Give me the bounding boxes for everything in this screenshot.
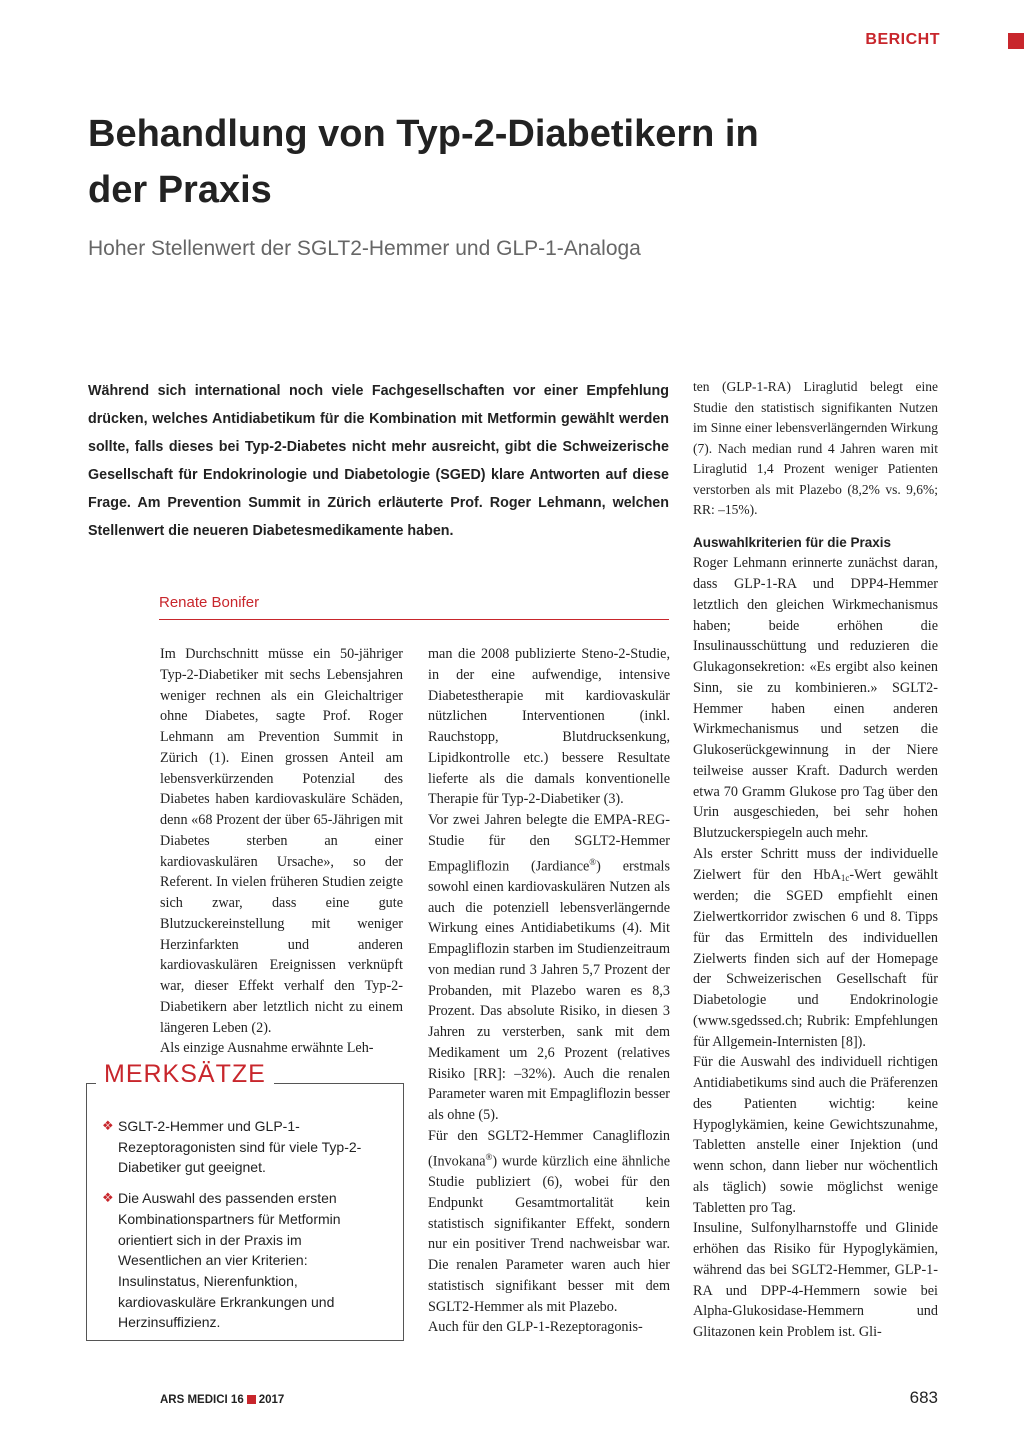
key-point-item — [102, 1188, 384, 1333]
section-marker-square — [1008, 33, 1024, 49]
key-point-text: Die Auswahl des passenden ersten Kombinationspartners für Metformin orientiert sich in der Praxis im Wesentlichen an vier Kriterien: Insulinstatus, Nierenfunktion, kardiovaskuläre Erkrankungen und Herzinsuffizienz. — [118, 1190, 341, 1331]
paragraph: Für die Auswahl des individuell richtigen Antidiabetikums sind auch die Präferenzen des Patienten wichtig: keine Hypoglykämien, keine Gewichtszunahme, Tabletten anstelle einer Injektion (und wenn schon, dann lieber nur wöchentlich als täglich) sowie möglichst wenige Tabletten pro Tag. — [693, 1054, 938, 1216]
paragraph — [428, 810, 670, 1126]
paragraph — [428, 1126, 670, 1317]
text-run: Als erster Schritt muss der individuelle Zielwert für den HbA — [693, 845, 938, 883]
paragraph: Im Durchschnitt müsse ein 50-jähriger Typ-2-Diabetiker mit sechs Lebensjahren weniger rechnen als ein Gleichaltriger ohne Diabetes, sagte Prof. Roger Lehmann am Prevention Summit in Zürich (1). Einen grossen Anteil am lebensverkürzenden Potenzial des Diabetes haben kardiovaskuläre Schäden, denn «68 Prozent der über 65-Jährigen mit Diabetes sterben an einer kardiovaskulären Ursache», so der Referent. In vielen früheren Studien zeigte sich zwar, dass eine gute Blutzuckereinstellung mit weniger Herzinfarkten und anderen kardiovaskulären Ereignissen verknüpft war, dieser Effekt verhalf den Typ-2-Diabetikern aber letztlich nicht zu einem längeren Leben (2). — [160, 646, 403, 1036]
body-column-2 — [428, 644, 670, 1350]
text-run: ) erstmals sowohl einen kardiovaskulären Nutzen als auch die potenziell lebensverlängernde Wirkung eines Antidiabetikums (4). Mit Empagliflozin starben im Studienzeitraum von median rund 3 Jahren 5,7 Prozent der Probanden, mit Plazebo waren es 8,3 Prozent. Das absolute Risiko, in diesen 3 Jahren zu versterben, sank mit dem Medikament um 2,6 Prozent (relatives Risiko [RR]: –32%). Auch die renalen Parameter waren mit Empagliflozin besser als ohne (5). — [428, 858, 670, 1124]
key-point-item — [102, 1116, 384, 1178]
article-subtitle: Hoher Stellenwert der SGLT2-Hemmer und GLP-1-Analoga — [88, 237, 641, 260]
paragraph — [693, 844, 938, 1053]
journal-name: ARS MEDICI 16 — [160, 1394, 244, 1406]
text-run: -Wert gewählt werden; die SGED empfiehlt einen Zielwertkorridor zwischen 6 und 8. Tipps für das Ermitteln des individuellen Zielwerts finden sich auf der Homepage der Schweizerischen Gesellschaft für Diabetologie und Endokrinologie (www.sgedssed.ch; Rubrik: Empfehlungen für Allgemein-Internisten [8]). — [693, 866, 939, 1050]
footer-separator-square — [247, 1395, 256, 1404]
registered-mark: ® — [589, 856, 597, 867]
diamond-bullet-icon: ❖ — [102, 1190, 114, 1206]
paragraph: Insuline, Sulfonylharnstoffe und Glinide erhöhen das Risiko für Hypoglykämien, während das bei SGLT2-Hemmer, GLP-1-RA und DPP-4-Hemmern sowie bei Alpha-Glukosidase-Hemmern und Glitazonen kein Problem ist. Gli- — [693, 1220, 938, 1340]
key-points-title: MERKSÄTZE — [96, 1060, 274, 1089]
body-column-3 — [693, 377, 938, 1351]
registered-mark: ® — [485, 1151, 493, 1162]
text-run: Für den SGLT2-Hemmer Canagliflozin (Invokana — [428, 1127, 670, 1170]
article-lead: Während sich international noch viele Fachgesellschaften vor einer Empfehlung drücken, welches Antidiabetikum für die Kombination mit Metformin gewählt werden sollte, falls dieses bei Typ-2-Diabetes nicht mehr ausreicht, gibt die Schweizerische Gesellschaft für Endokrinologie und Diabetologie (SGED) klare Antworten auf diese Frage. Am Prevention Summit in Zürich erläuterte Prof. Roger Lehmann, welchen Stellenwert die neueren Diabetesmedikamente haben. — [88, 383, 669, 539]
journal-year: 2017 — [258, 1394, 285, 1406]
section-label: BERICHT — [865, 31, 940, 48]
article-title: Behandlung von Typ-2-Diabetikern in der Praxis — [88, 113, 759, 211]
footer-journal — [160, 1394, 284, 1406]
key-point-text: SGLT-2-Hemmer und GLP-1-Rezeptoragonisten sind für viele Typ-2-Diabetiker gut geeignet. — [118, 1118, 362, 1176]
text-run: Vor zwei Jahren belegte die EMPA-REG-Studie für den SGLT2-Hemmer Empagliflozin (Jardiance — [428, 812, 670, 875]
paragraph: Auch für den GLP-1-Rezeptoragonis- — [428, 1319, 643, 1336]
paragraph: ten (GLP-1-RA) Liraglutid belegt eine Studie den statistisch signifikanten Nutzen im Sinne einer lebensverlängernden Wirkung (7). Nach median rund 4 Jahren waren mit Liraglutid 1,4 Prozent weniger Patienten verstorben als mit Plazebo (8,2% vs. 9,6%; RR: –15%). — [693, 379, 938, 517]
body-column-1 — [160, 644, 403, 1057]
author-byline: Renate Bonifer — [159, 594, 669, 620]
page-number: 683 — [909, 1388, 938, 1407]
diamond-bullet-icon: ❖ — [102, 1118, 114, 1133]
paragraph: Als einzige Ausnahme erwähnte Leh- — [160, 1040, 374, 1057]
paragraph: man die 2008 publizierte Steno-2-Studie, in der eine aufwendige, intensive Diabetestherapie mit kardiovaskulär nützlichen Interventionen (inkl. Rauchstopp, Blutdrucksenkung, Lipidkontrolle etc.) bessere Resultate lieferte als die damals konventionelle Therapie für Typ-2-Diabetiker (3). — [428, 646, 670, 808]
paragraph: Roger Lehmann erinnerte zunächst daran, dass GLP-1-RA und DPP4-Hemmer letztlich den gleichen Wirkmechanismus haben; beide erhöhen die Insulinausschüttung und reduzieren die Glukagonsekretion: «Es ergibt also keinen Sinn, sie zu kombinieren.» SGLT2-Hemmer haben einen anderen Wirkmechanismus und setzen die Glukoserückgewinnung in der Niere teilweise ausser Kraft. Dadurch werden etwa 70 Gramm Glukose pro Tag über den Urin ausgeschieden, bei sehr hohen Blutzuckerspiegeln auch mehr. — [693, 555, 938, 841]
section-heading: Auswahlkriterien für die Praxis — [693, 534, 892, 550]
key-points-list — [102, 1116, 384, 1343]
subscript: 1c — [840, 872, 850, 883]
text-run: ) wurde kürzlich eine ähnliche Studie publiziert (6), wobei für den Endpunkt Gesamtmortalität kein statistisch signifikanter Effekt, sondern nur ein positiver Trend nachweisbar war. Die renalen Parameter waren auch hier statistisch signifikant besser mit dem SGLT2-Hemmer als mit Plazebo. — [428, 1153, 670, 1315]
